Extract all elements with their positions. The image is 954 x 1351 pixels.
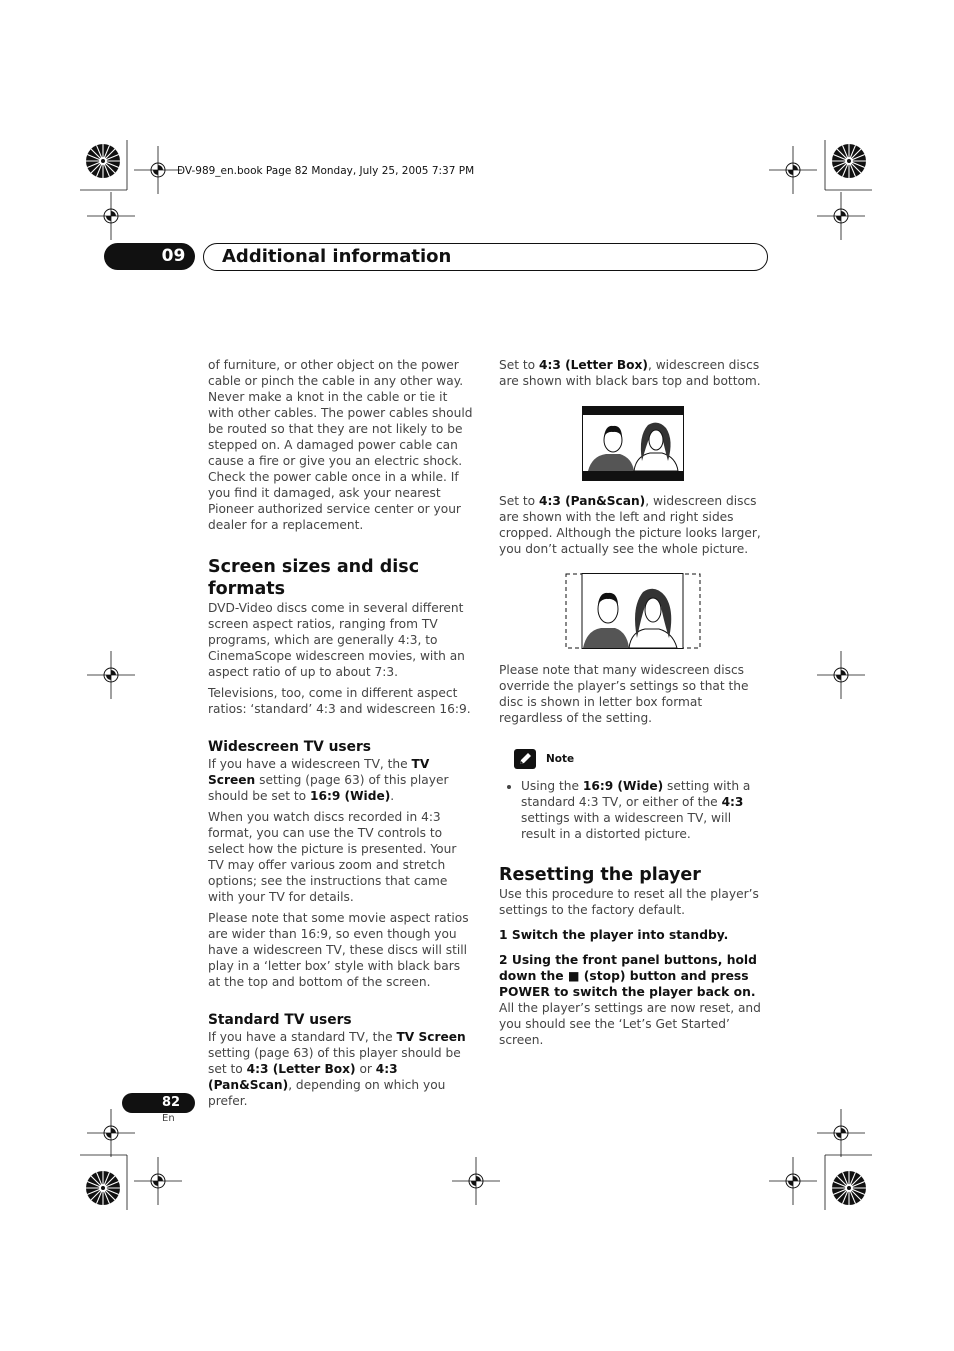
stop-icon: ■ bbox=[567, 969, 580, 983]
subheading-widescreen: Widescreen TV users bbox=[208, 739, 372, 755]
note-list bbox=[499, 778, 767, 842]
step-2: 2 Using the front panel buttons, hold down the ■ (stop) button and press POWER to switch the player back on. bbox=[499, 953, 757, 999]
chapter-number: 09 bbox=[161, 246, 186, 266]
widescreen-paragraph-2: When you watch discs recorded in 4:3 format, you can use the TV controls to select how the picture is presented. Your TV may offer various zoom and stretch options; see the instructions that came with your TV for details. bbox=[208, 810, 457, 904]
widescreen-paragraph-3: Please note that some movie aspect ratios are wider than 16:9, so even though you have a widescreen TV, these discs will still play in a ‘letter box’ style with black bars at the top and bottom of the screen. bbox=[208, 911, 469, 989]
reset-paragraph: Use this procedure to reset all the player’s settings to the factory default. bbox=[499, 887, 759, 917]
screen-paragraph-2: Televisions, too, come in different aspect ratios: ‘standard’ 4:3 and widescreen 16:9. bbox=[208, 686, 471, 716]
chapter-title: Additional information bbox=[222, 246, 452, 267]
section-heading-resetting: Resetting the player bbox=[499, 865, 701, 885]
left-column bbox=[208, 357, 476, 1109]
intro-paragraph: of furniture, or other object on the power cable or pinch the cable in any other way. Never make a knot in the cable or tie it with other cables. The power cables should be routed so that they are not likely to be stepped on. A damaged power cable can cause a fire or give you an electric shock. Check the power cable once in a while. If you find it damaged, ask your nearest Pioneer authorized service center or your dealer for a replacement. bbox=[208, 358, 473, 532]
sunburst-mark-bottom-left bbox=[86, 1171, 120, 1205]
page-number: 82 bbox=[161, 1095, 181, 1110]
override-paragraph: Please note that many widescreen discs override the player’s settings so that the disc is shown in letter box format regardless of the setting. bbox=[499, 663, 749, 725]
language-code: En bbox=[162, 1113, 175, 1124]
section-heading-screen-sizes: Screen sizes and disc formats bbox=[208, 557, 420, 599]
sunburst-mark-top-left bbox=[86, 144, 120, 178]
letterbox-paragraph: Set to 4:3 (Letter Box), widescreen discs are shown with black bars top and bottom. bbox=[499, 358, 761, 388]
print-slug: DV-989_en.book Page 82 Monday, July 25, 2005 7:37 PM bbox=[177, 165, 475, 177]
reset-section bbox=[499, 864, 767, 1048]
sunburst-mark-bottom-right bbox=[832, 1171, 866, 1205]
letterbox-illustration bbox=[582, 406, 684, 481]
widescreen-paragraph-1: If you have a widescreen TV, the TV Screen setting (page 63) of this player should be set to 16:9 (Wide). bbox=[208, 757, 449, 803]
note-label: Note bbox=[546, 753, 575, 765]
sunburst-mark-top-right bbox=[832, 144, 866, 178]
subheading-standard: Standard TV users bbox=[208, 1012, 352, 1028]
screen-paragraph-1: DVD-Video discs come in several different screen aspect ratios, ranging from TV programs, which are generally 4:3, to CinemaScope widescreen movies, with an aspect ratio of up to about 7:3. bbox=[208, 601, 465, 679]
panscan-illustration bbox=[565, 572, 701, 650]
note-item: • Using the 16:9 (Wide) setting with a standard 4:3 TV, or either of the 4:3 settings with a widescreen TV, will result in a distorted picture. bbox=[521, 778, 767, 842]
step-1: 1 Switch the player into standby. bbox=[499, 928, 729, 942]
step-2-result: All the player’s settings are now reset, and you should see the ‘Let’s Get Started’ screen. bbox=[499, 1001, 761, 1047]
note-pencil-icon bbox=[514, 749, 536, 769]
panscan-paragraph: Set to 4:3 (Pan&Scan), widescreen discs are shown with the left and right sides cropped. Although the picture looks larger, you don’t actually see the whole picture. bbox=[499, 494, 761, 556]
standard-paragraph: If you have a standard TV, the TV Screen setting (page 63) of this player should be set to 4:3 (Letter Box) or 4:3 (Pan&Scan), depending on which you prefer. bbox=[208, 1030, 466, 1108]
